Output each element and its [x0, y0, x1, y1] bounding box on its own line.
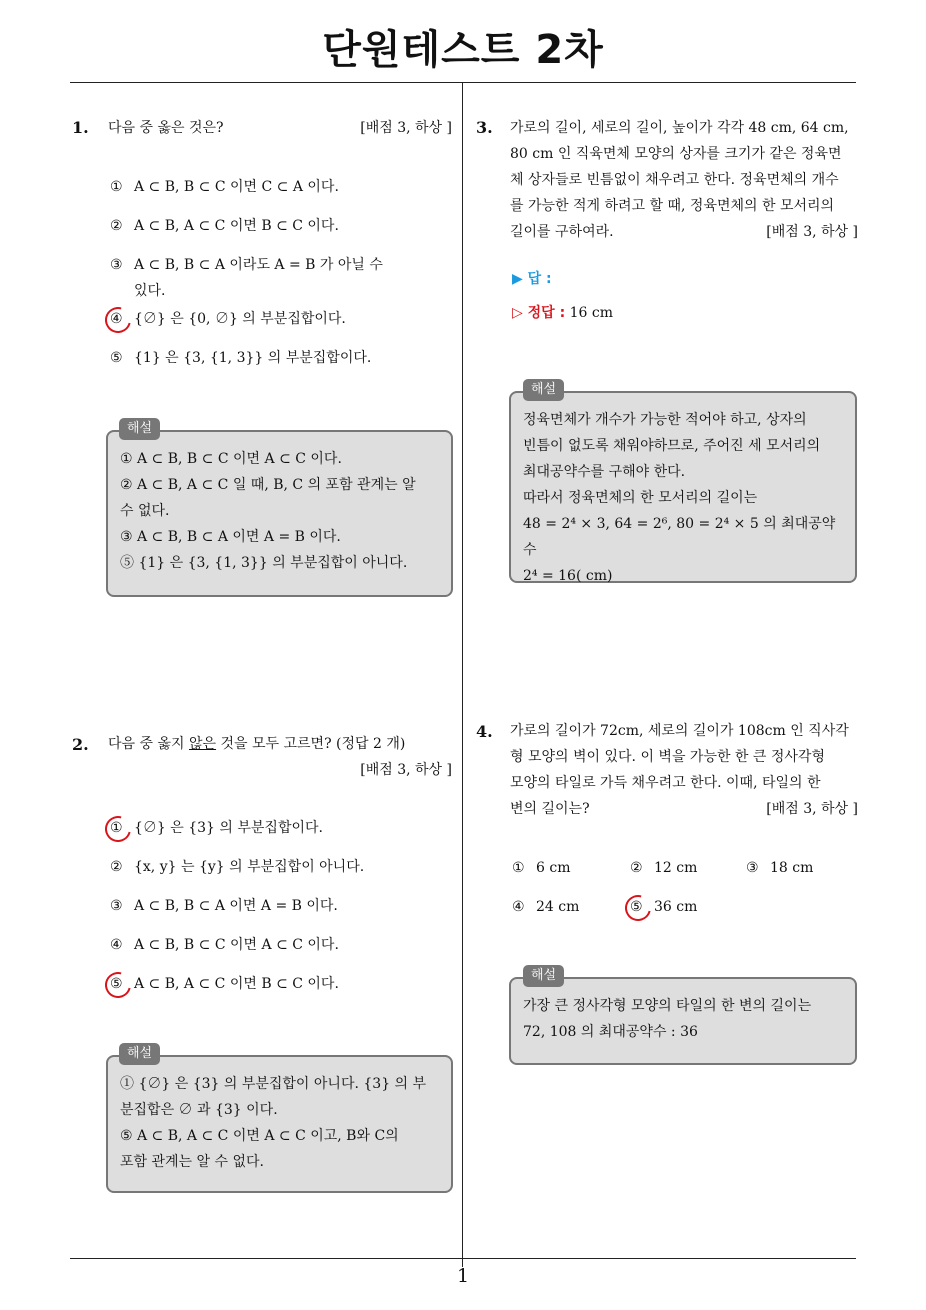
question-2-prompt-start: 다음 중 옳지	[108, 736, 189, 752]
question-line: 80 cm 인 직육면체 모양의 상자를 크기가 같은 정육면	[510, 146, 842, 162]
question-line: 체 상자들로 빈틈없이 채우려고 한다. 정육면체의 개수	[510, 172, 839, 188]
explanation-line: 최대공약수를 구해야 한다.	[523, 464, 686, 480]
question-2-option-1[interactable]: ① {∅} 은 {3} 의 부분집합이다.	[110, 820, 323, 836]
correct-answer-label: ▷ 정답 :	[512, 305, 566, 321]
bottom-rule	[70, 1258, 856, 1259]
explanation-line: ① {∅} 은 {3} 의 부분집합이 아니다. {3} 의 부	[120, 1076, 427, 1092]
question-4-text	[510, 718, 858, 822]
explanation-line: 정육면체가 개수가 가능한 적어야 하고, 상자의	[523, 412, 807, 428]
explanation-line: ① A ⊂ B, B ⊂ C 이면 A ⊂ C 이다.	[120, 451, 342, 467]
column-divider	[462, 82, 463, 1267]
question-3-points: [배점 3, 하상 ]	[766, 224, 858, 240]
page-number: 1	[456, 1265, 470, 1287]
question-1-option-4[interactable]: ④ {∅} 은 {0, ∅} 의 부분집합이다.	[110, 311, 346, 327]
question-4-number: 4.	[476, 722, 493, 741]
question-2-points: [배점 3, 하상 ]	[360, 762, 452, 778]
correct-answer-value: 16 cm	[569, 305, 614, 321]
question-1-number: 1.	[72, 118, 89, 137]
question-2-option-3[interactable]: ③ A ⊂ B, B ⊂ A 이면 A = B 이다.	[110, 898, 338, 914]
explanation-tag: 해설	[523, 379, 564, 401]
question-line: 가로의 길이, 세로의 길이, 높이가 각각 48 cm, 64 cm,	[510, 120, 849, 136]
question-1-option-2[interactable]: ② A ⊂ B, A ⊂ C 이면 B ⊂ C 이다.	[110, 218, 339, 234]
question-2-prompt-emphasis: 않은	[188, 736, 217, 752]
question-1-option-3[interactable]: ③ A ⊂ B, B ⊂ A 이라도 A = B 가 아닐 수	[110, 257, 383, 273]
explanation-line: ② A ⊂ B, A ⊂ C 일 때, B, C 의 포함 관계는 알	[120, 477, 416, 493]
explanation-line: 2⁴ = 16( cm)	[523, 568, 613, 584]
explanation-line: 48 = 2⁴ × 3, 64 = 2⁶, 80 = 2⁴ × 5 의 최대공약수	[523, 516, 836, 558]
correct-answer	[512, 302, 613, 322]
question-1-explanation-box	[106, 430, 453, 597]
question-4-option-4[interactable]: ④ 24 cm	[512, 899, 580, 915]
question-2-option-5[interactable]: ⑤ A ⊂ B, A ⊂ C 이면 B ⊂ C 이다.	[110, 976, 339, 992]
question-1-prompt: 다음 중 옳은 것은?	[108, 120, 224, 136]
question-1-option-1[interactable]: ① A ⊂ B, B ⊂ C 이면 C ⊂ A 이다.	[110, 179, 339, 195]
explanation-line: 분집합은 ∅ 과 {3} 이다.	[120, 1102, 278, 1118]
question-3-explanation-box	[509, 391, 857, 583]
question-4-option-5[interactable]: ⑤ 36 cm	[630, 899, 698, 915]
explanation-line: 빈틈이 없도록 채워야하므로, 주어진 세 모서리의	[523, 438, 821, 454]
question-2-prompt-end: 것을 모두 고르면? (정답 2 개)	[216, 736, 406, 752]
question-line: 길이를 구하여라.	[510, 224, 614, 240]
question-2-option-2[interactable]: ② {x, y} 는 {y} 의 부분집합이 아니다.	[110, 859, 365, 875]
question-2-text	[108, 731, 452, 783]
question-1-option-5[interactable]: ⑤ {1} 은 {3, {1, 3}} 의 부분집합이다.	[110, 350, 372, 366]
explanation-line: ③ A ⊂ B, B ⊂ A 이면 A = B 이다.	[120, 529, 341, 545]
question-2-option-4[interactable]: ④ A ⊂ B, B ⊂ C 이면 A ⊂ C 이다.	[110, 937, 339, 953]
question-4-points: [배점 3, 하상 ]	[766, 801, 858, 817]
explanation-line: 포함 관계는 알 수 없다.	[120, 1154, 264, 1170]
question-line: 를 가능한 적게 하려고 할 때, 정육면체의 한 모서리의	[510, 198, 835, 214]
explanation-line: 따라서 정육면체의 한 모서리의 길이는	[523, 490, 758, 506]
question-2-number: 2.	[72, 735, 89, 754]
question-3-text	[510, 115, 858, 245]
explanation-line: 가장 큰 정사각형 모양의 타일의 한 변의 길이는	[523, 998, 812, 1014]
question-1-points: [배점 3, 하상 ]	[360, 120, 452, 136]
explanation-line: 수 없다.	[120, 503, 170, 519]
question-4-explanation-box	[509, 977, 857, 1065]
page-title: 단원테스트 2차	[322, 27, 604, 73]
question-2-explanation-box	[106, 1055, 453, 1193]
question-line: 모양의 타일로 가득 채우려고 한다. 이때, 타일의 한	[510, 775, 821, 791]
explanation-tag: 해설	[523, 965, 564, 987]
answer-label: ▶ 답 :	[512, 271, 552, 287]
top-rule	[70, 82, 856, 83]
explanation-line: ⑤ A ⊂ B, A ⊂ C 이면 A ⊂ C 이고, B와 C의	[120, 1128, 399, 1144]
question-1-option-3-continued: 있다.	[134, 283, 166, 299]
explanation-tag: 해설	[119, 418, 160, 440]
question-4-option-3[interactable]: ③ 18 cm	[746, 860, 814, 876]
question-1-text	[108, 115, 452, 141]
question-line: 형 모양의 벽이 있다. 이 벽을 가능한 한 큰 정사각형	[510, 749, 825, 765]
explanation-line: ⑤ {1} 은 {3, {1, 3}} 의 부분집합이 아니다.	[120, 555, 408, 571]
explanation-tag: 해설	[119, 1043, 160, 1065]
explanation-line: 72, 108 의 최대공약수 : 36	[523, 1024, 698, 1040]
question-4-option-2[interactable]: ② 12 cm	[630, 860, 698, 876]
question-4-option-1[interactable]: ① 6 cm	[512, 860, 571, 876]
question-line: 가로의 길이가 72cm, 세로의 길이가 108cm 인 직사각	[510, 723, 849, 739]
question-line: 변의 길이는?	[510, 801, 590, 817]
question-3-number: 3.	[476, 118, 493, 137]
